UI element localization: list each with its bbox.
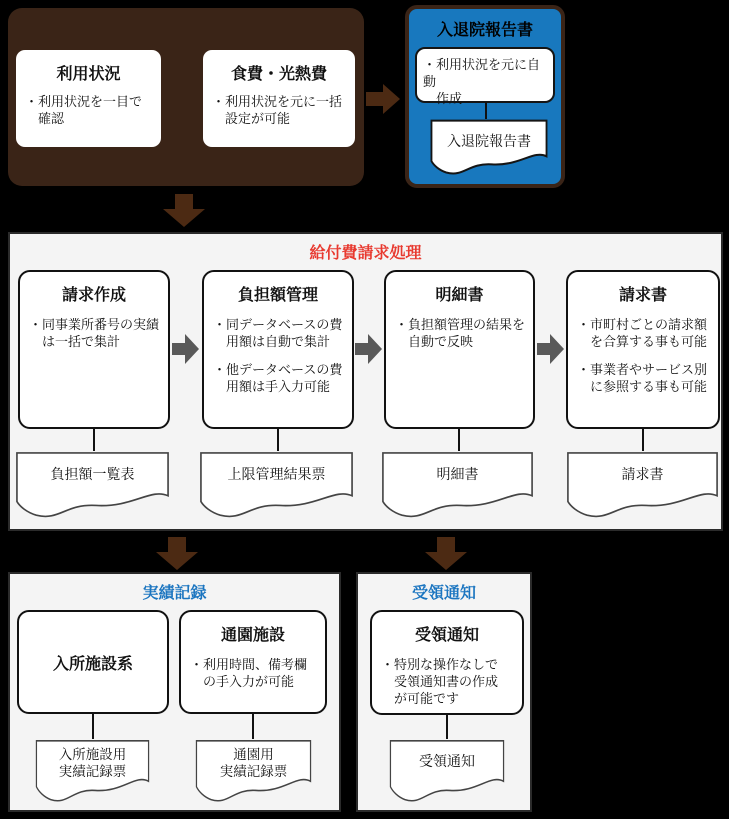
billing-doc: 負担額一覧表 xyxy=(15,451,170,523)
meal-utility-bullet: ・利用状況を元に一括 設定が可能 xyxy=(212,94,343,127)
billing-doc: 請求書 xyxy=(566,451,719,523)
billing-doc: 明細書 xyxy=(381,451,534,523)
connector-line xyxy=(93,429,95,451)
usage-group-container xyxy=(8,8,364,186)
residential-facility-box: 入所施設系 xyxy=(17,610,169,714)
arrow-down-icon xyxy=(425,537,467,570)
meal-utility-title: 食費・光熱費 xyxy=(230,66,327,83)
admission-report-doc-label: 入退院報告書 xyxy=(447,133,531,149)
records-section-title: 実績記録 xyxy=(142,585,207,602)
records-doc: 通園用 実績記録票 xyxy=(195,739,312,807)
arrow-down-icon xyxy=(156,537,198,570)
arrow-right-icon xyxy=(355,334,382,364)
connector-line xyxy=(446,715,448,739)
records-doc: 入所施設用 実績記録票 xyxy=(35,739,150,807)
usage-status-bullet: ・利用状況を一目で 確認 xyxy=(25,94,143,127)
receipt-doc: 受領通知 xyxy=(389,739,505,807)
arrow-right-icon xyxy=(366,84,400,114)
receipt-section xyxy=(356,572,532,812)
billing-step-box: 明細書 ・負担額管理の結果を 自動で反映 xyxy=(384,270,535,429)
records-section xyxy=(8,572,341,812)
usage-status-title: 利用状況 xyxy=(56,66,121,83)
connector-line xyxy=(458,429,460,451)
receipt-notice-box: 受領通知 ・特別な操作なしで 受領通知書の作成 が可能です xyxy=(370,610,524,715)
billing-step-box: 請求書 ・市町村ごとの請求額 を合算する事も可能 ・事業者やサービス別 に参照する事も可能 xyxy=(566,270,720,429)
billing-step-box: 請求作成 ・同事業所番号の実績 は一括で集計 xyxy=(18,270,170,429)
connector-line xyxy=(642,429,644,451)
connector-line xyxy=(485,102,487,119)
arrow-right-icon xyxy=(537,334,564,364)
meal-utility-card xyxy=(203,50,355,147)
connector-line xyxy=(92,714,94,739)
receipt-section-title: 受領通知 xyxy=(411,585,476,602)
admission-report-title: 入退院報告書 xyxy=(436,22,533,39)
admission-report-bullet: ・利用状況を元に自動 作成 xyxy=(423,57,541,107)
admission-report-doc xyxy=(430,119,548,179)
arrow-right-icon xyxy=(172,334,199,364)
billing-doc: 上限管理結果票 xyxy=(199,451,354,523)
admission-report-card xyxy=(415,47,555,107)
arrow-down-icon xyxy=(163,194,205,227)
day-facility-box: 通園施設 ・利用時間、備考欄 の手入力が可能 xyxy=(179,610,327,714)
admission-report-container xyxy=(405,5,565,188)
billing-section-title: 給付費請求処理 xyxy=(309,245,422,262)
billing-section xyxy=(8,232,723,531)
connector-line xyxy=(252,714,254,739)
usage-status-card xyxy=(16,50,161,147)
connector-line xyxy=(277,429,279,451)
billing-step-box: 負担額管理 ・同データベースの費 用額は自動で集計 ・他データベースの費 用額は手入力可能 xyxy=(202,270,354,429)
